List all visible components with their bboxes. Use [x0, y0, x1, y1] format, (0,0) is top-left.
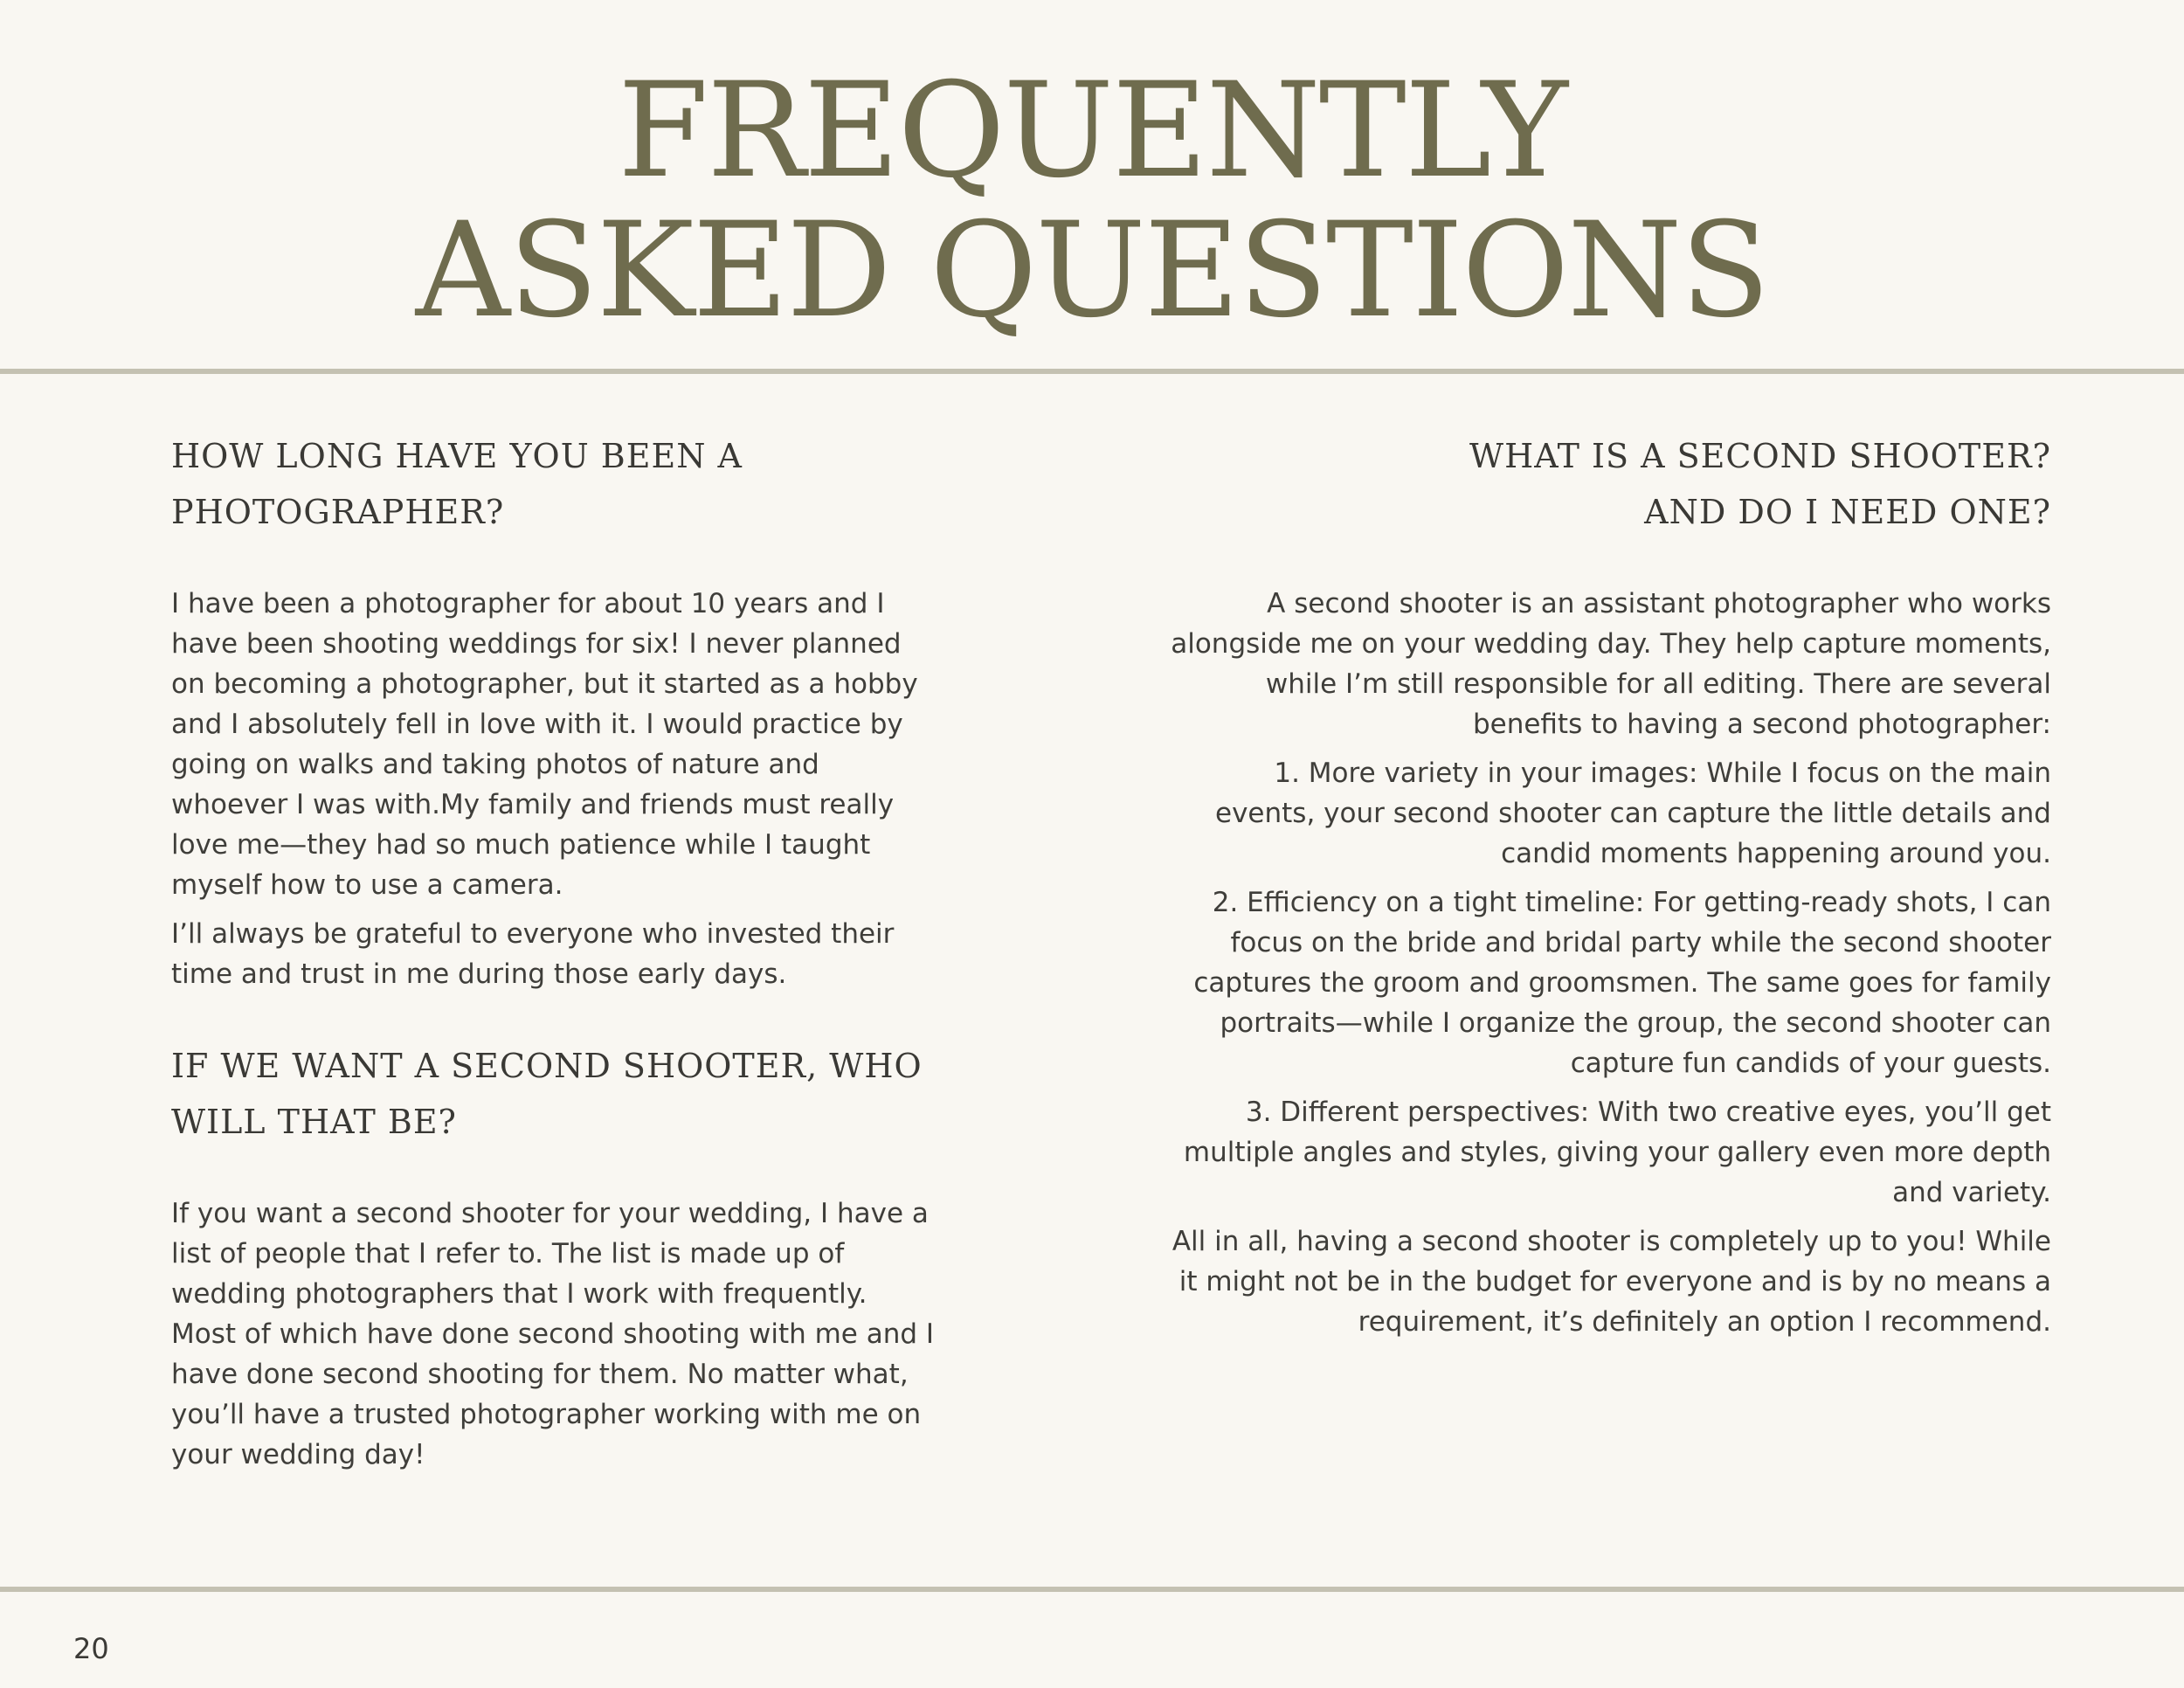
question-line: HOW LONG HAVE YOU BEEN A [171, 437, 743, 475]
left-column [171, 428, 957, 1484]
question-line: WILL THAT BE? [171, 1103, 457, 1141]
question-line: PHOTOGRAPHER? [171, 493, 505, 531]
page-number: 20 [73, 1632, 109, 1665]
question-line: AND DO I NEED ONE? [1644, 493, 2051, 531]
question-experience [171, 428, 957, 540]
answer-list-item: 2. Efficiency on a tight timeline: For getting-ready shots, I can focus on the bride and bridal party while the second shooter captures the groom and groomsmen. The same goes for family portraits—while I organize the group, the second shooter can capture fun candids of your guests. [1193, 887, 2051, 1079]
question-what-is-second-shooter [1171, 428, 2051, 540]
bottom-divider [0, 1587, 2184, 1592]
page-title-line-1: FREQUENTLY [618, 55, 1566, 207]
answer-paragraph: All in all, having a second shooter is completely up to you! While it might not be in the budget for everyone and is by no means a requirement, it’s definitely an option I recommend. [1171, 1226, 2051, 1338]
page-title [0, 55, 2184, 347]
question-line: WHAT IS A SECOND SHOOTER? [1469, 437, 2051, 475]
answer-paragraph: I’ll always be grateful to everyone who invested their time and trust in me during those early days. [171, 918, 895, 990]
question-line: IF WE WANT A SECOND SHOOTER, WHO [171, 1047, 923, 1085]
page-title-line-2: ASKED QUESTIONS [415, 195, 1769, 347]
answer-paragraph: I have been a photographer for about 10 years and I have been shooting weddings for six! I never planned on becoming a photographer, but it started as a hobby and I absolutely fell in love with it. I would practice by going on walks and taking photos of nature and whoever I was with.My family and friends must really love me—they had so much patience while I taught myself how to use a camera. [171, 588, 918, 901]
top-divider [0, 369, 2184, 374]
answer-list-item: 1. More variety in your images: While I focus on the main events, your second shooter can capture the little details and candid moments happening around you. [1215, 758, 2051, 869]
answer-list-item: 3. Different perspectives: With two creative eyes, you’ll get multiple angles and styles, giving your gallery even more depth and variety. [1183, 1097, 2051, 1208]
answer-paragraph: A second shooter is an assistant photographer who works alongside me on your wedding day. They help capture moments, while I’m still responsible for all editing. There are several benefits to having a second photographer: [1171, 588, 2051, 740]
answer-paragraph: If you want a second shooter for your wedding, I have a list of people that I refer to. The list is made up of wedding photographers that I work with frequently. Most of which have done second shooting with me and I have done second shooting for them. No matter what, you’ll have a trusted photographer working with me on your wedding day! [171, 1198, 935, 1470]
question-second-shooter-who [171, 1038, 957, 1150]
right-column [1171, 428, 2051, 1351]
